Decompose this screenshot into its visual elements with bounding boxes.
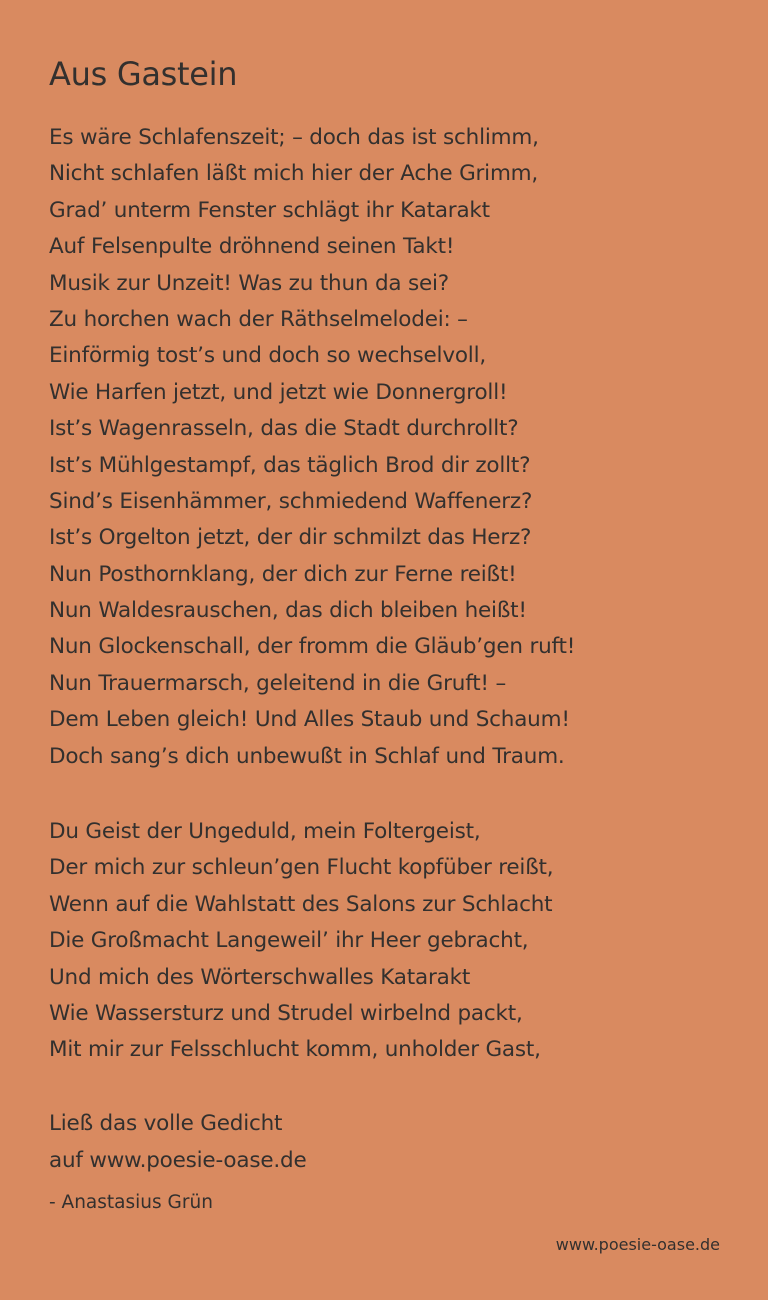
poem-line: Der mich zur schleun’gen Flucht kopfüber reißt, [49, 855, 554, 881]
poem-line: Mit mir zur Felsschlucht komm, unholder Gast, [49, 1037, 541, 1063]
poem-line: Ist’s Orgelton jetzt, der dir schmilzt das Herz? [49, 525, 532, 551]
poem-line: Auf Felsenpulte dröhnend seinen Takt! [49, 234, 455, 260]
poem-line: Wenn auf die Wahlstatt des Salons zur Schlacht [49, 891, 553, 917]
author-credit: - Anastasius Grün [49, 1192, 213, 1213]
poem-line: Doch sang’s dich unbewußt in Schlaf und Traum. [49, 743, 565, 769]
poem-line: Einförmig tost’s und doch so wechselvoll, [49, 343, 486, 369]
poem-line: Dem Leben gleich! Und Alles Staub und Schaum! [49, 707, 570, 733]
poem-line: Nun Posthornklang, der dich zur Ferne reißt! [49, 561, 517, 587]
poem-line: Nun Glockenschall, der fromm die Gläub’gen ruft! [49, 634, 576, 660]
poem-line: Ist’s Mühlgestampf, das täglich Brod dir zollt? [49, 452, 531, 478]
footer-website: www.poesie-oase.de [555, 1235, 720, 1254]
poem-line: Wie Harfen jetzt, und jetzt wie Donnergroll! [49, 379, 508, 405]
poem-line: Und mich des Wörterschwalles Katarakt [49, 964, 471, 990]
poem-line: Nicht schlafen läßt mich hier der Ache Grimm, [49, 161, 539, 187]
poem-line: Grad’ unterm Fenster schlägt ihr Katarakt [49, 197, 490, 223]
stanza-1 [49, 120, 575, 775]
poem-title: Aus Gastein [49, 55, 238, 93]
poem-line: Nun Waldesrauschen, das dich bleiben heißt! [49, 598, 527, 624]
read-full-poem-note [49, 1105, 306, 1179]
poem-line: Wie Wassersturz und Strudel wirbelnd packt, [49, 1000, 523, 1026]
poem-line: Es wäre Schlafenszeit; – doch das ist schlimm, [49, 125, 539, 150]
poem-line: Sind’s Eisenhämmer, schmiedend Waffenerz? [49, 488, 533, 514]
poem-line: Ist’s Wagenrasseln, das die Stadt durchrollt? [49, 416, 519, 442]
poem-line: Du Geist der Ungeduld, mein Foltergeist, [49, 819, 481, 844]
poem-line: Musik zur Unzeit! Was zu thun da sei? [49, 270, 450, 296]
cta-line-2: auf www.poesie-oase.de [49, 1148, 307, 1173]
poem-line: Nun Trauermarsch, geleitend in die Gruft! – [49, 670, 507, 696]
poem-line: Die Großmacht Langeweil’ ihr Heer gebracht, [49, 928, 529, 954]
stanza-2 [49, 814, 553, 1069]
poem-line: Zu horchen wach der Räthselmelodei: – [49, 306, 468, 332]
cta-line-1: Ließ das volle Gedicht [49, 1111, 283, 1136]
